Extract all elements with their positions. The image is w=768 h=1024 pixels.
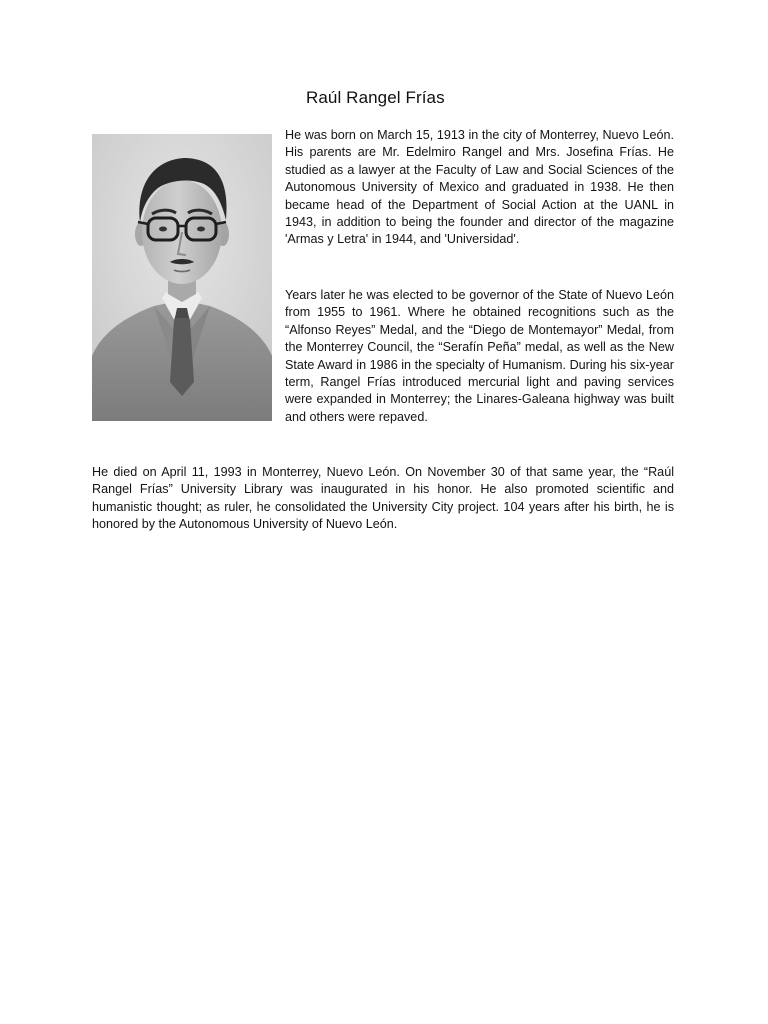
portrait-photo [92,134,272,421]
page-title: Raúl Rangel Frías [306,88,445,107]
paragraph-early-life: He was born on March 15, 1913 in the city of Monterrey, Nuevo León. His parents are Mr. Edelmiro Rangel and Mrs. Josefina Frías. He studied as a lawyer at the Faculty of Law and Social Sciences of the Autonomous University of Mexico and graduated in 1938. He then became head of the Department of Social Action at the UANL in 1943, in addition to being the founder and director of the magazine 'Armas y Letra' in 1944, and 'Universidad'. [285,128,674,247]
paragraph-governorship: Years later he was elected to be governor of the State of Nuevo León from 1955 to 1961. Where he obtained recognitions such as the “Alfonso Reyes” Medal, and the “Diego de Montemayor” Medal, from the Monterrey Council, the “Serafín Peña” medal, as well as the New State Award in 1986 in the specialty of Humanism. During his six-year term, Rangel Frías introduced mercurial light and paving services were expanded in Monterrey; the Linares-Galeana highway was built and others were repaved. [285,288,674,424]
paragraph-legacy: He died on April 11, 1993 in Monterrey, Nuevo León. On November 30 of that same year, the “Raúl Rangel Frías” University Library was inaugurated in his honor. He also promoted scientific and humanistic thought; as ruler, he consolidated the University City project. 104 years after his birth, he is honored by the Autonomous University of Nuevo León. [92,465,674,532]
portrait-photo-icon [92,134,272,421]
